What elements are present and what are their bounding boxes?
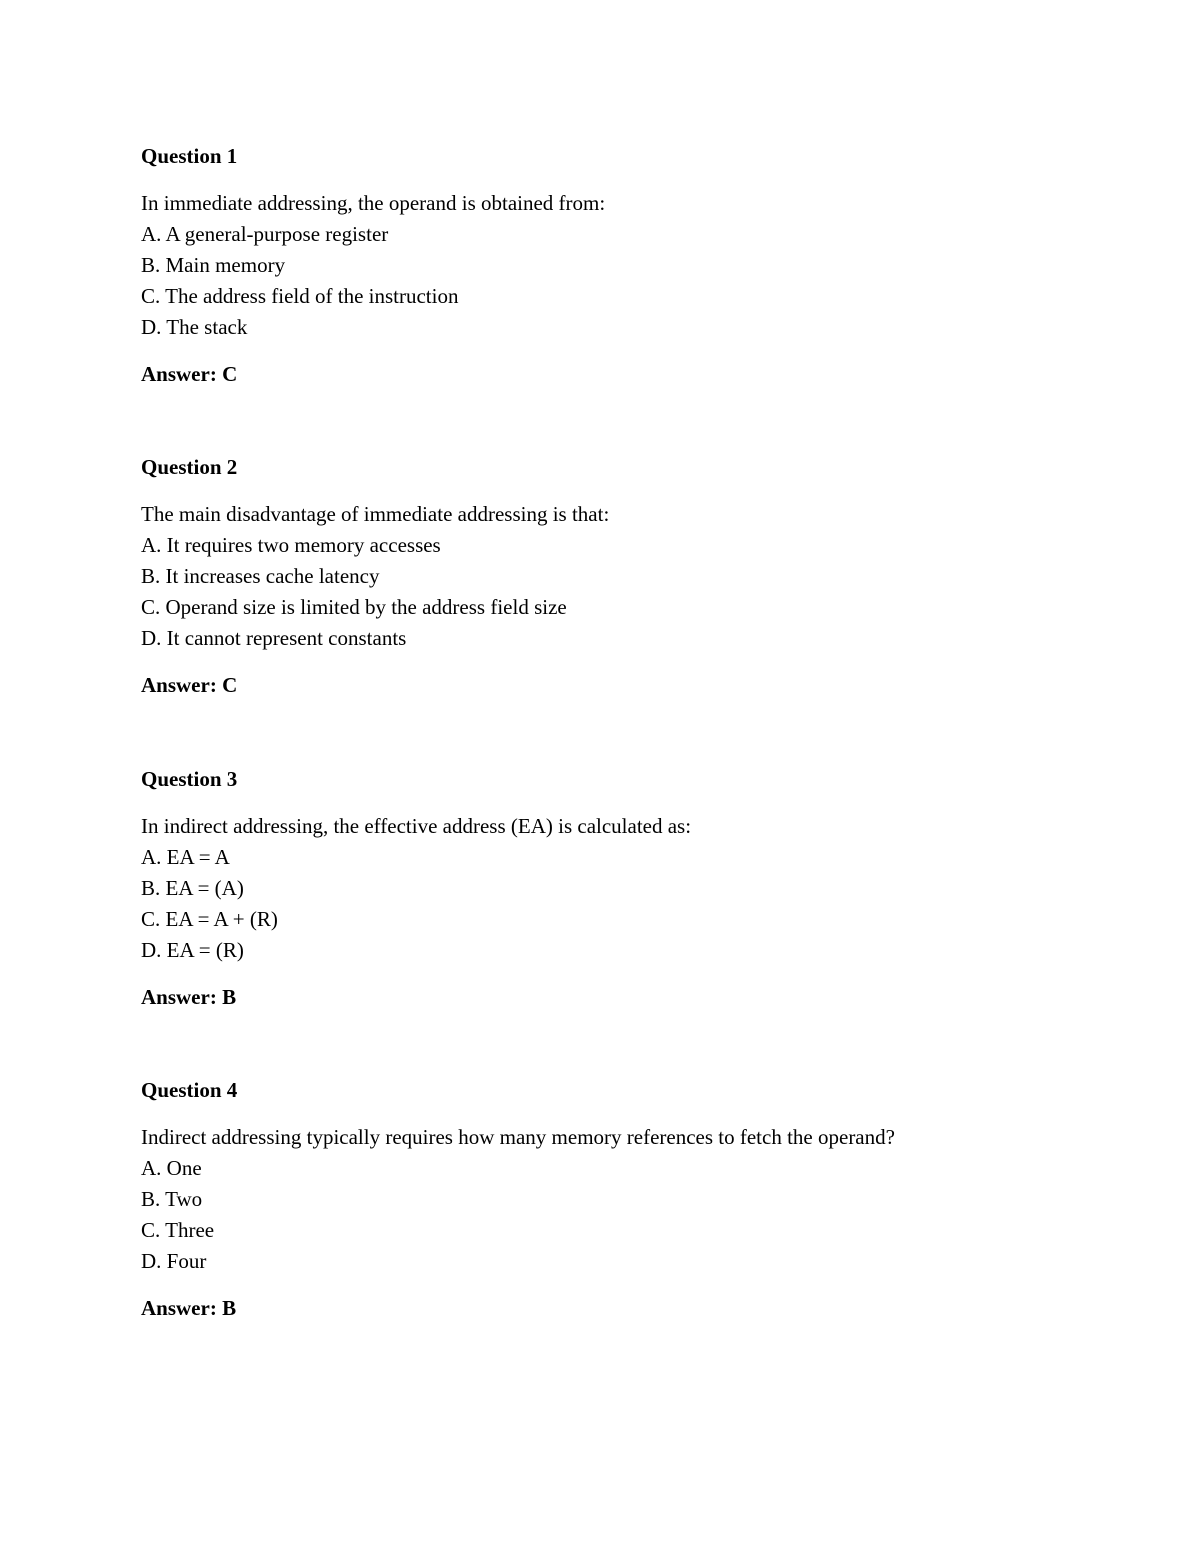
question-text: The main disadvantage of immediate addressing is that: [141,502,610,526]
question-text: In immediate addressing, the operand is obtained from: [141,191,606,215]
option-a: A. One [141,1156,202,1180]
option-b: B. It increases cache latency [141,564,380,588]
option-d: D. It cannot represent constants [141,626,407,650]
option-c: C. Three [141,1218,215,1242]
option-b: B. EA = (A) [141,876,244,900]
answer-line [141,362,237,386]
answer-value: B [222,985,237,1009]
question-heading: Question 2 [141,455,238,479]
question-text: In indirect addressing, the effective address (EA) is calculated as: [141,814,692,838]
option-a: A. EA = A [141,845,230,869]
option-c: C. EA = A + (R) [141,907,278,931]
answer-value: C [222,673,238,697]
question-heading: Question 3 [141,767,238,791]
option-c: C. The address field of the instruction [141,284,459,308]
answer-line [141,673,237,697]
answer-line [141,1296,236,1320]
option-a: A. It requires two memory accesses [141,533,441,557]
answer-label: Answer: [141,362,217,386]
question-text: Indirect addressing typically requires how many memory references to fetch the operand? [141,1125,895,1149]
option-a: A. A general-purpose register [141,222,389,246]
option-d: D. EA = (R) [141,938,244,962]
option-d: D. Four [141,1249,207,1273]
option-b: B. Two [141,1187,203,1211]
question-heading: Question 1 [141,144,238,168]
answer-label: Answer: [141,985,217,1009]
option-c: C. Operand size is limited by the address field size [141,595,567,619]
answer-value: B [222,1296,237,1320]
answer-line [141,985,236,1009]
answer-value: C [222,362,238,386]
option-d: D. The stack [141,315,248,339]
answer-label: Answer: [141,1296,217,1320]
answer-label: Answer: [141,673,217,697]
option-b: B. Main memory [141,253,286,277]
question-heading: Question 4 [141,1078,238,1102]
